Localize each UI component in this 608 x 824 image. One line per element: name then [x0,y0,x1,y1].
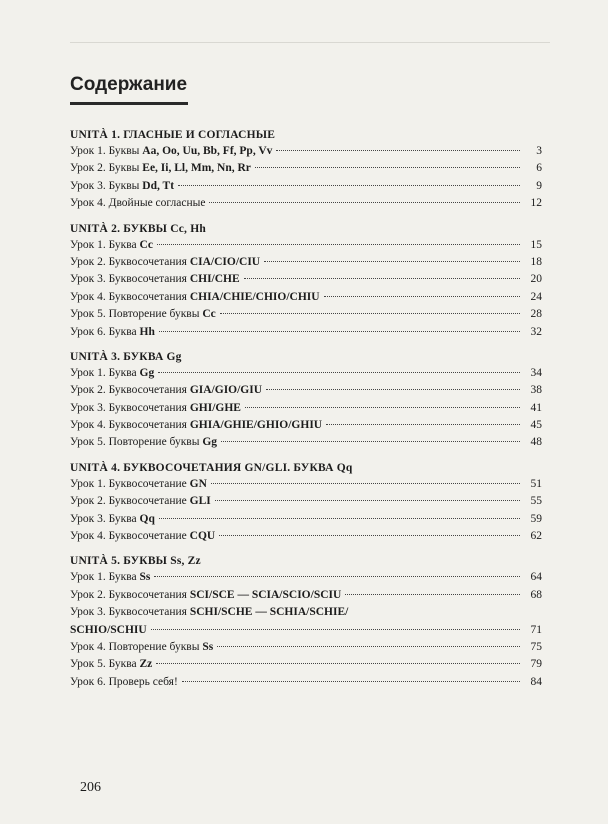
entry-label [70,511,155,528]
entry-label [70,271,240,288]
entry-page-number: 55 [530,495,542,508]
entry-bold-letters: CHI/CHE [189,273,240,286]
entry-prefix: Урок 1. Буквосочетание [70,477,190,490]
title-block [70,74,190,105]
entry-prefix: Урок 2. Буквосочетания [70,384,190,397]
entry-page-number: 12 [530,197,542,210]
entry-page-number: 64 [530,571,542,584]
dot-leader [151,629,520,630]
entry-label [70,400,241,417]
dot-leader [217,646,520,647]
entry-page-number: 3 [536,145,542,157]
unit-title: UNITÀ 5. БУКВЫ Ss, Zz [70,555,201,568]
toc-entry [70,289,542,306]
entry-label [70,382,262,399]
entry-label [70,178,174,195]
dot-leader [154,576,520,577]
entry-bold-letters: GHI/GHE [189,401,241,414]
entry-label [70,622,147,639]
toc-entry [70,400,542,417]
entry-page-number: 68 [530,588,542,601]
entry-bold-letters: Zz [139,658,153,671]
entry-bold-letters: SCHIO/SCHIU [70,623,147,636]
toc-entry [70,324,542,341]
entry-label [70,587,341,604]
toc-entry [70,365,542,382]
entry-bold-letters: Ss [139,571,151,584]
entry-prefix: Урок 2. Буквы [70,162,143,175]
toc-unit [70,349,542,452]
toc-entry [70,195,542,212]
entry-prefix: Урок 5. Буква [70,658,140,671]
entry-bold-letters: Cc [202,308,216,321]
entry-page-number: 15 [530,238,542,251]
entry-label [70,254,260,271]
entry-prefix: Урок 3. Буква [70,512,140,525]
unit-title: UNITÀ 1. ГЛАСНЫЕ И СОГЛАСНЫЕ [70,129,276,141]
toc-entry [70,639,542,656]
toc-entry [70,271,542,288]
entry-page-number: 79 [530,658,542,671]
entry-page-number: 75 [530,640,542,653]
dot-leader [156,663,520,664]
entry-label [70,604,348,621]
running-head-rule [70,28,550,43]
entry-page-number: 18 [530,255,542,268]
toc-entry [70,417,542,434]
entry-prefix: Урок 3. Буквосочетания [70,606,190,619]
entry-bold-letters: Dd, Tt [142,179,175,192]
entry-page-number: 32 [530,325,542,338]
entry-prefix: Урок 4. Повторение буквы [70,640,203,653]
entry-prefix: Урок 3. Буквосочетания [70,401,190,414]
entry-prefix: Урок 4. Буквосочетание [70,530,190,543]
entry-page-number: 59 [530,512,542,525]
toc-unit [70,221,542,341]
entry-page-number: 71 [530,623,542,636]
entry-prefix: Урок 1. Буква [70,571,140,584]
dot-leader [244,278,520,279]
dot-leader [326,424,520,425]
dot-leader [345,594,520,595]
entry-page-number: 41 [530,401,542,414]
entry-page-number: 48 [530,436,542,449]
entry-prefix: Урок 3. Буквы [70,179,143,192]
dot-leader [157,244,520,245]
entry-bold-letters: GIA/GIO/GIU [189,384,263,397]
dot-leader [159,518,520,519]
entry-bold-letters: Gg [202,436,218,449]
entry-label [70,195,205,212]
dot-leader [324,296,520,297]
dot-leader [255,167,520,168]
entry-page-number: 20 [530,273,542,286]
entry-label [70,417,322,434]
entry-prefix: Урок 4. Буквосочетания [70,419,190,432]
table-of-contents [70,127,542,699]
entry-page-number: 51 [530,477,542,490]
page-number: 206 [80,780,101,795]
entry-bold-letters: CHIA/CHIE/CHIO/CHIU [189,290,320,303]
entry-bold-letters: Ss [202,640,214,653]
entry-bold-letters: CQU [189,530,216,543]
dot-leader [276,150,520,151]
unit-title: UNITÀ 2. БУКВЫ Cc, Hh [70,222,206,235]
entry-label [70,656,152,673]
entry-prefix: Урок 4. Буквосочетания [70,290,190,303]
dot-leader [221,441,520,442]
entry-bold-letters: Qq [139,512,155,525]
toc-entry [70,674,542,691]
toc-entry [70,587,542,604]
dot-leader [209,202,520,203]
entry-prefix: Урок 2. Буквосочетание [70,495,190,508]
entry-page-number: 9 [536,179,542,192]
entry-prefix: Урок 3. Буквосочетания [70,273,190,286]
entry-page-number: 84 [530,675,542,688]
entry-label [70,569,150,586]
toc-entry [70,306,542,323]
dot-leader [266,389,520,390]
entry-prefix: Урок 5. Повторение буквы [70,436,203,449]
entry-page-number: 24 [530,290,542,303]
entry-label [70,528,215,545]
toc-unit [70,553,542,691]
entry-bold-letters: CIA/CIO/CIU [189,255,261,268]
title-underline [70,102,188,105]
entry-label [70,639,213,656]
entry-page-number: 45 [530,419,542,432]
entry-label [70,143,272,160]
entry-prefix: Урок 2. Буквосочетания [70,255,190,268]
entry-label [70,237,153,254]
entry-prefix: Урок 1. Буква [70,238,140,251]
toc-entry [70,622,542,639]
entry-label [70,306,216,323]
toc-entry [70,493,542,510]
entry-bold-letters: Aa, Oo, Uu, Bb, Ff, Pp, Vv [142,145,273,157]
entry-label [70,476,207,493]
entry-page-number: 38 [530,384,542,397]
entry-label [70,289,320,306]
dot-leader [182,681,520,682]
dot-leader [219,535,520,536]
toc-unit [70,127,542,213]
entry-prefix: Урок 1. Буквы [70,145,143,157]
entry-bold-letters: SCI/SCE — SCIA/SCIO/SCIU [189,588,342,601]
toc-entry [70,604,542,621]
entry-prefix: Урок 1. Буква [70,366,140,379]
dot-leader [215,500,520,501]
toc-entry [70,528,542,545]
entry-page-number: 62 [530,530,542,543]
entry-page-number: 6 [536,162,542,175]
entry-bold-letters: GN [189,477,207,490]
dot-leader [159,331,520,332]
toc-entry [70,382,542,399]
entry-bold-letters: GHIA/GHIE/GHIO/GHIU [189,419,323,432]
unit-title: UNITÀ 4. БУКВОСОЧЕТАНИЯ GN/GLI. БУКВА Qq [70,461,353,474]
entry-bold-letters: Gg [139,366,155,379]
toc-entry [70,178,542,195]
entry-bold-letters: GLI [189,495,211,508]
toc-entry [70,656,542,673]
entry-label [70,324,155,341]
toc-entry [70,569,542,586]
page-title: Содержание [70,74,188,95]
entry-bold-letters: SCHI/SCHE — SCHIA/SCHIE/ [189,606,349,619]
entry-prefix: Урок 5. Повторение буквы [70,308,203,321]
entry-label [70,674,178,691]
toc-entry [70,511,542,528]
dot-leader [264,261,520,262]
entry-label [70,160,251,177]
entry-bold-letters: Cc [139,238,153,251]
entry-page-number: 28 [530,308,542,321]
entry-prefix: Урок 2. Буквосочетания [70,588,190,601]
toc-entry [70,160,542,177]
entry-label [70,434,217,451]
dot-leader [220,313,520,314]
dot-leader [211,483,520,484]
toc-entry [70,476,542,493]
entry-prefix: Урок 6. Буква [70,325,140,338]
toc-unit [70,460,542,546]
toc-entry [70,254,542,271]
dot-leader [178,185,520,186]
entry-bold-letters: Hh [139,325,155,338]
entry-prefix: Урок 6. Проверь себя! [70,675,178,688]
entry-bold-letters: Ee, Ii, Ll, Mm, Nn, Rr [142,162,251,175]
entry-label [70,493,211,510]
toc-entry [70,143,542,160]
unit-title: UNITÀ 3. БУКВА Gg [70,350,182,363]
toc-entry [70,434,542,451]
toc-entry [70,237,542,254]
dot-leader [245,407,520,408]
dot-leader [158,372,520,373]
entry-page-number: 34 [530,366,542,379]
entry-label [70,365,154,382]
entry-prefix: Урок 4. Двойные согласные [70,197,206,210]
